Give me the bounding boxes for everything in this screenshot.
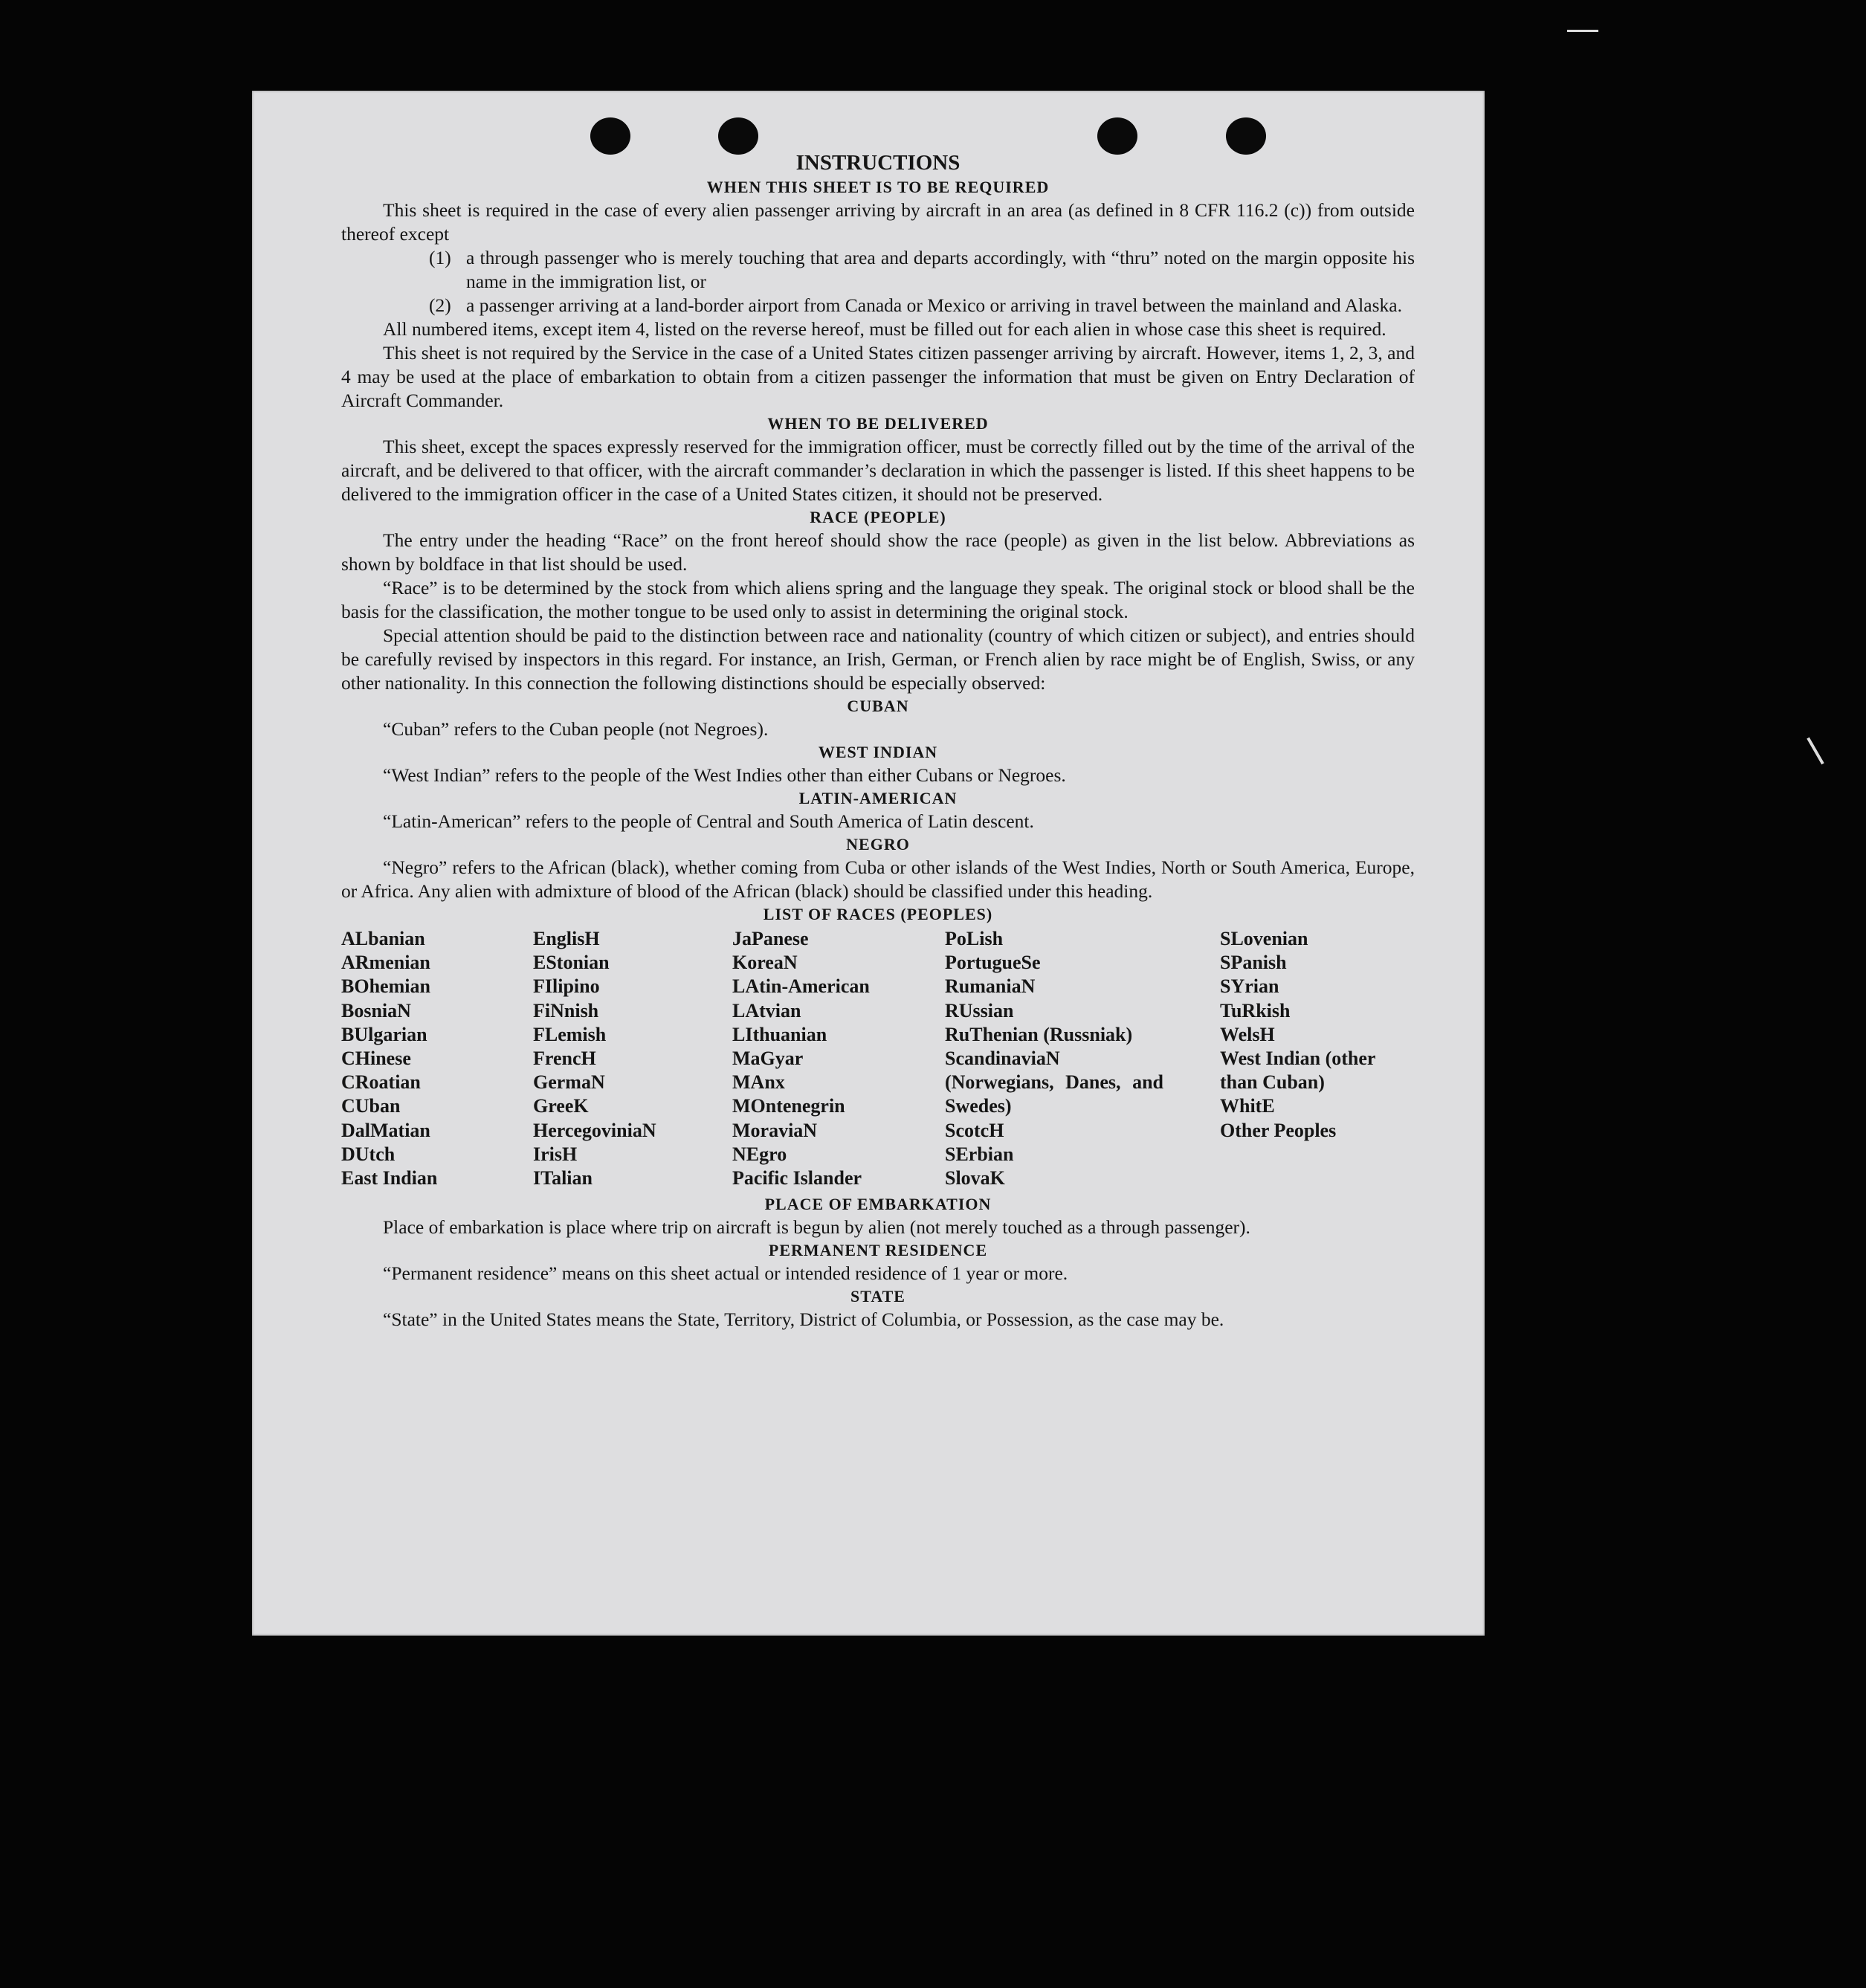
race-entry: CRoatian bbox=[341, 1071, 421, 1094]
race-entry: FIlipino bbox=[533, 975, 600, 998]
race-entry: MAnx bbox=[732, 1071, 785, 1094]
race-entry: EnglisH bbox=[533, 928, 600, 949]
heading-race: RACE (PEOPLE) bbox=[810, 508, 946, 526]
item-number: (2) bbox=[429, 294, 451, 316]
item-number: (1) bbox=[429, 247, 451, 268]
race-entry: JaPanese bbox=[732, 928, 809, 949]
race-entry: RuThenian (Russniak) bbox=[945, 1023, 1133, 1045]
race-entry: ScotcH bbox=[945, 1119, 1004, 1141]
race-entry: BUlgarian bbox=[341, 1023, 427, 1045]
race-entry: PortugueSe bbox=[945, 952, 1041, 974]
race-entry: SlovaK bbox=[945, 1167, 1005, 1190]
residence-text: “Permanent residence” means on this sheet actual or intended residence of 1 year or more. bbox=[383, 1262, 1068, 1285]
delivered-text: This sheet, except the spaces expressly reserved for the immigration officer, must be correctly filled out by the time of the arrival of the aircraft, and be delivered to that officer, with the aircraft commander’s declaration in which the passenger is listed. If this sheet happens to be delivered to the immigration officer in the case of a United States citizen, it should not be preserved. bbox=[341, 436, 1415, 505]
race-entry: East Indian bbox=[341, 1167, 438, 1190]
race-entry: ARmenian bbox=[341, 952, 430, 974]
race-para-2: “Race” is to be determined by the stock from which aliens spring and the language they speak. The original stock or blood shall be the basis for the classification, the mother tongue to be used only to assist in determining the original stock. bbox=[341, 577, 1415, 622]
race-entry: LIthuanian bbox=[732, 1023, 827, 1045]
item-text: a through passenger who is merely touching that area and departs accordingly, with “thru” noted on the margin opposite his name in the immigration list, or bbox=[466, 247, 1415, 292]
state-text: “State” in the United States means the State, Territory, District of Columbia, or Possession, as the case may be. bbox=[383, 1308, 1224, 1331]
race-entry: ALbanian bbox=[341, 928, 425, 949]
heading-cuban: CUBAN bbox=[847, 697, 909, 715]
heading-list-of-races: LIST OF RACES (PEOPLES) bbox=[763, 905, 993, 923]
race-entry: SLovenian bbox=[1220, 928, 1308, 949]
cuban-text: “Cuban” refers to the Cuban people (not Negroes). bbox=[383, 718, 769, 740]
race-entry: WhitE bbox=[1220, 1095, 1275, 1117]
race-entry: TuRkish bbox=[1220, 999, 1291, 1022]
race-entry: BOhemian bbox=[341, 975, 430, 998]
list-item bbox=[429, 294, 1415, 317]
race-entry: PoLish bbox=[945, 928, 1004, 949]
heading-negro: NEGRO bbox=[846, 835, 910, 853]
race-entry: MOntenegrin bbox=[732, 1095, 845, 1117]
races-column-5 bbox=[1220, 927, 1415, 1190]
race-entry: DalMatian bbox=[341, 1119, 430, 1141]
document-sheet bbox=[252, 91, 1485, 1636]
heading-delivered: WHEN TO BE DELIVERED bbox=[767, 414, 989, 433]
race-entry: IrisH bbox=[533, 1143, 578, 1165]
races-column-2 bbox=[533, 927, 732, 1190]
heading-latin-american: LATIN-AMERICAN bbox=[798, 789, 958, 807]
race-entry: RUssian bbox=[945, 999, 1014, 1022]
race-entry: EStonian bbox=[533, 952, 610, 974]
negro-text: “Negro” refers to the African (black), whether coming from Cuba or other islands of the West Indies, North or South America, Europe, or Africa. Any alien with admixture of blood of the African (black) should be classified under this heading. bbox=[341, 856, 1415, 902]
race-entry: HercegoviniaN bbox=[533, 1119, 656, 1141]
race-entry: GermaN bbox=[533, 1071, 605, 1094]
races-table bbox=[341, 927, 1415, 1190]
race-entry: KoreaN bbox=[732, 952, 798, 974]
race-entry: BosniaN bbox=[341, 999, 411, 1022]
race-para-1: The entry under the heading “Race” on the front hereof should show the race (people) as given in the list below. Abbreviations as shown by boldface in that list should be used. bbox=[341, 529, 1415, 575]
race-para-3: Special attention should be paid to the distinction between race and nationality (country of which citizen or subject), and entries should be carefully revised by inspectors in this regard. For instance, an Irish, German, or French alien by race might be of English, Swiss, or any other nationality. In this connection the following distinctions should be especially observed: bbox=[341, 625, 1415, 694]
race-entry: CHinese bbox=[341, 1048, 411, 1070]
race-entry: MoraviaN bbox=[732, 1119, 818, 1141]
heading-state: STATE bbox=[850, 1287, 905, 1306]
race-entry: FLemish bbox=[533, 1023, 607, 1045]
scan-artifact bbox=[1807, 738, 1824, 765]
race-entry: SYrian bbox=[1220, 975, 1279, 998]
race-entry: Other Peoples bbox=[1220, 1119, 1337, 1141]
race-entry: RumaniaN bbox=[945, 975, 1036, 998]
race-entry: WelsH bbox=[1220, 1023, 1275, 1045]
race-entry: ScandinaviaN (Norwegians, Danes, and Swedes) bbox=[945, 1048, 1163, 1117]
latin-american-text: “Latin-American” refers to the people of Central and South America of Latin descent. bbox=[383, 810, 1034, 832]
race-entry: FiNnish bbox=[533, 999, 599, 1022]
race-entry: LAtin-American bbox=[732, 975, 870, 998]
races-column-3 bbox=[732, 927, 945, 1190]
heading-west-indian: WEST INDIAN bbox=[818, 743, 938, 761]
race-entry: FrencH bbox=[533, 1048, 596, 1070]
races-column-4 bbox=[945, 927, 1163, 1190]
west-indian-text: “West Indian” refers to the people of the West Indies other than either Cubans or Negroes. bbox=[383, 764, 1066, 786]
heading-permanent-residence: PERMANENT RESIDENCE bbox=[768, 1241, 988, 1260]
required-intro: This sheet is required in the case of every alien passenger arriving by aircraft in an area (as defined in 8 CFR 116.2 (c)) from outside thereof except bbox=[341, 199, 1415, 245]
race-entry: LAtvian bbox=[732, 999, 801, 1022]
page-title: INSTRUCTIONS bbox=[795, 151, 961, 175]
list-item bbox=[429, 246, 1415, 294]
heading-embarkation: PLACE OF EMBARKATION bbox=[764, 1195, 992, 1214]
race-entry: ITalian bbox=[533, 1167, 593, 1190]
race-entry: DUtch bbox=[341, 1143, 396, 1165]
required-para-2: All numbered items, except item 4, listed on the reverse hereof, must be filled out for each alien in whose case this sheet is required. bbox=[383, 318, 1386, 340]
race-entry: CUban bbox=[341, 1095, 401, 1117]
required-para-3: This sheet is not required by the Service in the case of a United States citizen passenger arriving by aircraft. However, items 1, 2, 3, and 4 may be used at the place of embarkation to obtain from a citizen passenger the information that must be given on Entry Declaration of Aircraft Commander. bbox=[341, 342, 1415, 411]
item-text: a passenger arriving at a land-border airport from Canada or Mexico or arriving in travel between the mainland and Alaska. bbox=[466, 294, 1402, 316]
race-entry: SErbian bbox=[945, 1143, 1014, 1165]
scan-artifact bbox=[1567, 30, 1598, 32]
race-entry: Pacific Islander bbox=[732, 1167, 862, 1190]
heading-required: WHEN THIS SHEET IS TO BE REQUIRED bbox=[706, 178, 1050, 196]
instructions-body bbox=[341, 149, 1415, 1332]
race-entry: MaGyar bbox=[732, 1048, 804, 1070]
race-entry: NEgro bbox=[732, 1143, 787, 1165]
races-column-1 bbox=[341, 927, 533, 1190]
embarkation-text: Place of embarkation is place where trip on aircraft is begun by alien (not merely touched as a through passenger). bbox=[383, 1216, 1250, 1239]
race-entry: SPanish bbox=[1220, 952, 1287, 974]
race-entry: West Indian (other than Cuban) bbox=[1220, 1048, 1375, 1094]
race-entry: GreeK bbox=[533, 1095, 589, 1117]
